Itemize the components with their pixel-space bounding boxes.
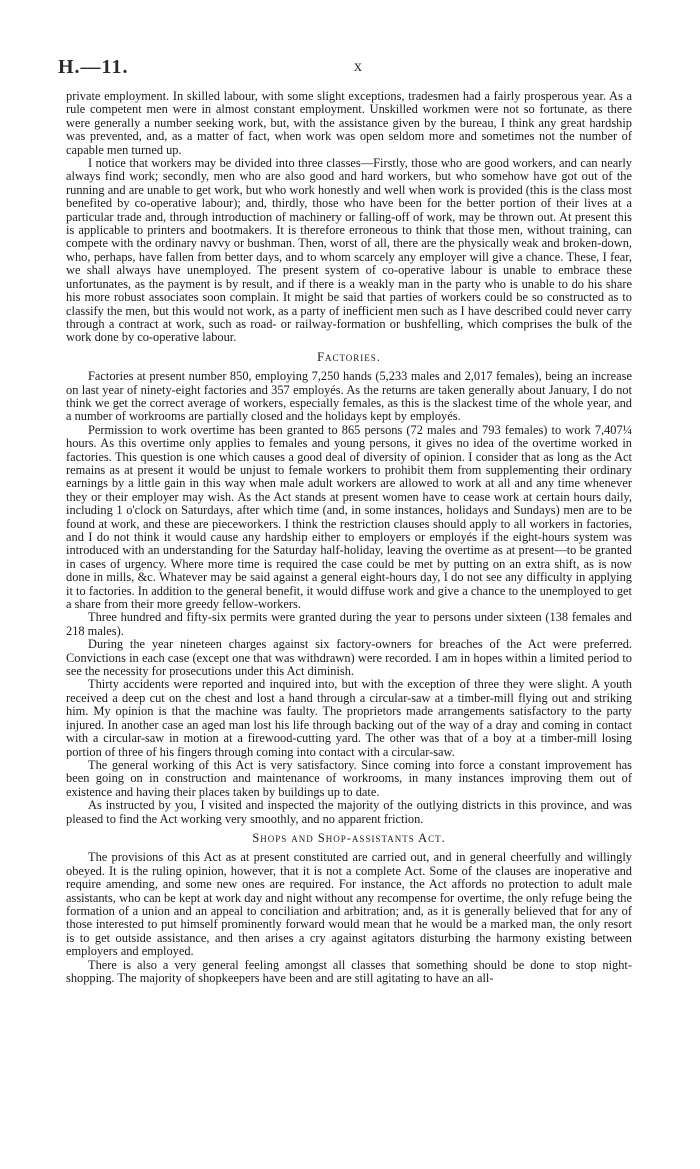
document-body [66,90,632,985]
paragraph: The general working of this Act is very satisfactory. Since coming into force a constant improvement has been going on in construction and maintenance of workrooms, in many instances improving them out of existence and having their places taken by buildings up to date. [66,757,632,799]
paragraph: As instructed by you, I visited and inspected the majority of the outlying districts in this province, and was pleased to find the Act working very smoothly, and no apparent friction. [66,798,632,826]
page-header [58,56,636,80]
paragraph: Factories at present number 850, employing 7,250 hands (5,233 males and 2,017 females), being an increase on last year of ninety-eight factories and 357 employés. As the returns are taken generally about January, I do not think we get the correct average of workers, especially females, as this is the slackest time of the whole year, and a number of workrooms are partially closed and the holidays kept by employés. [66,369,632,424]
page-number: x [354,58,362,75]
page-reference: H.—11. [58,56,129,78]
paragraph: During the year nineteen charges against six factory-owners for breaches of the Act were preferred. Convictions in each case (except one that was withdrawn) were recorded. I am in hopes within a limited period to see the necessity for prosecutions under this Act diminish. [66,637,632,679]
paragraph: Three hundred and fifty-six permits were granted during the year to persons under sixteen (138 females and 218 males). [66,610,632,638]
paragraph: Thirty accidents were reported and inquired into, but with the exception of three they were slight. A youth received a deep cut on the chest and lost a hand through a circular-saw at a timber-mill flying out and striking him. My opinion is that the machine was faulty. The proprietors made arrangements satisfactory to the party injured. In another case an aged man lost his life through backing out of the way of a dray and coming in contact with a circular-saw in motion at a firewood-cutting yard. The other was that of a boy at a timber-mill losing portion of three of his fingers through coming into contact with a circular-saw. [66,677,632,759]
section-heading-factories: Factories. [317,349,381,364]
section-heading-shops: Shops and Shop-assistants Act. [252,830,446,845]
paragraph: There is also a very general feeling amongst all classes that something should be done to stop night-shopping. The majority of shopkeepers have been and are still agitating to have an all- [66,957,632,985]
paragraph: private employment. In skilled labour, with some slight exceptions, tradesmen had a fairly prosperous year. As a rule competent men were in almost constant employment. Unskilled workmen were not so fortunate, as there were generally a number seeking work, but, with the assistance given by the bureau, I think any great hardship was prevented, and, as a matter of fact, when work was open seldom more and sometimes not the number of capable men turned up. [66,89,632,157]
paragraph: Permission to work overtime has been granted to 865 persons (72 males and 793 females) to work 7,407¼ hours. As this overtime only applies to females and young persons, it gives no idea of the overtime worked in factories. This question is one which causes a good deal of diversity of opinion. I consider that as long as the Act remains as at present it would be unjust to female workers to prohibit them from supplementing their ordinary earnings by a little gain in this way when male adult workers are allowed to work at all and any time whenever they or their employer may wish. As the Act stands at present women have to cease work at certain hours daily, including 1 o'clock on Saturdays, after which time (and, in some instances, holidays and Sundays) men are to be found at work, and these are pieceworkers. I think the restriction clauses should apply to all workers in factories, and I do not think it would cause any hardship either to employers or employés if the eight-hours system was introduced with an understanding for the Saturday half-holiday, leaving the overtime as at present—to be granted in cases of urgency. Where more time is required the case could be met by putting on an extra shift, as is now done in mills, &c. Whatever may be said against a general eight-hours day, I do not see any difficulty in applying it to factories. In addition to the general benefit, it would diffuse work and give a chance to the unemployed to get a share from their more greedy fellow-workers. [66,422,632,612]
paragraph: The provisions of this Act as at present constituted are carried out, and in general cheerfully and willingly obeyed. It is the ruling opinion, however, that it is not a complete Act. Some of the clauses are inoperative and require amending, and some new ones are required. For instance, the Act affords no protection to adult male assistants, who can be kept at work day and night without any recompense for overtime, the only refuge being the formation of a union and an appeal to conciliation and arbitration; and, as it is generally believed that for any of those interested to put himself prominently forward would mean that he would be a marked man, the only resort is to get outside assistance, and then arises a cry against agitators disturbing the harmony existing between employers and employed. [66,850,632,959]
paragraph: I notice that workers may be divided into three classes—Firstly, those who are good workers, and can nearly always find work; secondly, men who are also good and hard workers, but who somehow have got out of the running and are unable to get work, but who work honestly and well when work is provided (this is the class most benefited by co-operative labour); and, thirdly, those who have been for the better portion of their lives at a particular trade and, through introduction of machinery or falling-off of work, may be thrown out. At present this is applicable to printers and bootmakers. It is therefore erroneous to think that those men, without training, can compete with the ordinary navvy or bushman. Then, worst of all, there are the physically weak and broken-down, who, perhaps, have fallen from better days, and to whom scarcely any employer will give a chance. These, I fear, we shall always have unemployed. The present system of co-operative labour is unable to embrace these unfortunates, as the payment is by result, and if there is a weakly man in the party who is unable to do his share his more robust associates soon complain. It might be said that parties of workers could be so constructed as to classify the men, but this would not work, as a party of inefficient men such as I have described could never carry through a contract at work, such as road- or railway-formation or bushfelling, which comprises the bulk of the work done by co-operative labour. [66,156,632,345]
